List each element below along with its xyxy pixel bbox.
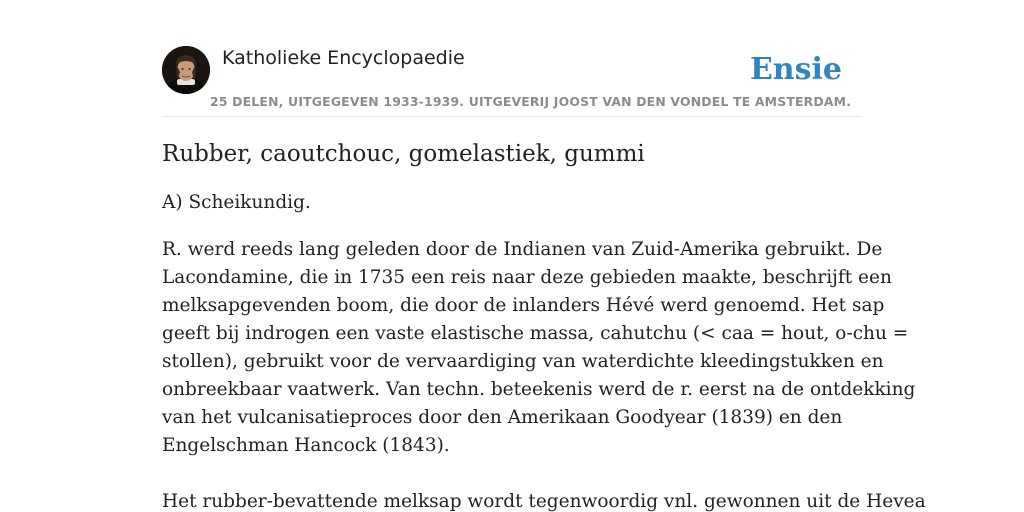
paragraph-line: geeft bij indrogen een vaste elastische massa, cahutchu (< caa = hout, o-chu =	[162, 323, 909, 344]
paragraph-history	[162, 236, 916, 460]
paragraph-line: Engelschman Hancock (1843).	[162, 435, 450, 456]
ensie-logo[interactable]: Ensie	[749, 52, 842, 87]
portrait-avatar-icon[interactable]	[162, 46, 210, 94]
paragraph-line: Lacondamine, die in 1735 een reis naar deze gebieden maakte, beschrijft een	[162, 267, 892, 288]
paragraph-line: onbreekbaar vaatwerk. Van techn. beteekenis werd de r. eerst na de ontdekking	[162, 379, 916, 400]
paragraph-hevea	[162, 488, 926, 512]
paragraph-line: melksapgevenden boom, die door de inlanders Hévé werd genoemd. Het sap	[162, 295, 885, 316]
paragraph-line: stollen), gebruikt voor de vervaardiging van waterdichte kleedingstukken en	[162, 351, 884, 372]
source-title[interactable]: Katholieke Encyclopaedie	[222, 47, 465, 69]
article-title: Rubber, caoutchouc, gomelastiek, gummi	[162, 141, 645, 167]
section-heading: A) Scheikundig.	[162, 192, 311, 213]
article	[162, 138, 926, 512]
source-subtitle: 25 DELEN, UITGEGEVEN 1933-1939. UITGEVERIJ JOOST VAN DEN VONDEL TE AMSTERDAM.	[210, 94, 852, 109]
paragraph-line: Het rubber-bevattende melksap wordt tegenwoordig vnl. gewonnen uit de Hevea	[162, 491, 926, 512]
source-header	[162, 46, 862, 117]
paragraph-line: van het vulcanisatieproces door den Amerikaan Goodyear (1839) en den	[162, 407, 843, 428]
paragraph-line: R. werd reeds lang geleden door de Indianen van Zuid-Amerika gebruikt. De	[162, 239, 883, 260]
